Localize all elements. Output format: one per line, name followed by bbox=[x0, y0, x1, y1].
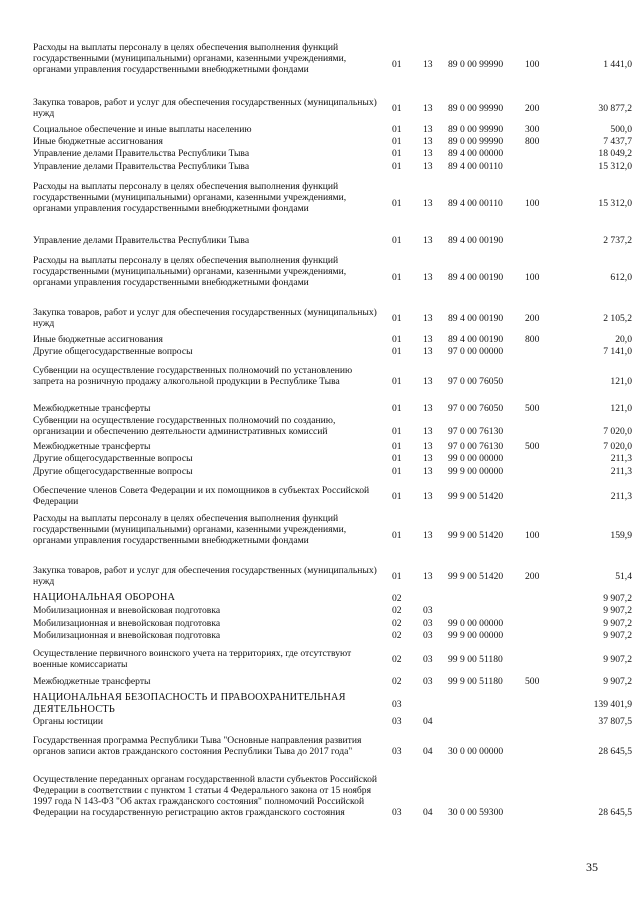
expense-type-code: 200 bbox=[525, 313, 540, 324]
section-code: 01 bbox=[392, 530, 402, 541]
target-article-code: 99 9 00 00000 bbox=[448, 630, 504, 641]
amount: 15 312,0 bbox=[598, 198, 632, 209]
section-code: 01 bbox=[392, 441, 402, 452]
amount: 2 737,2 bbox=[603, 235, 632, 246]
target-article-code: 97 0 00 76130 bbox=[448, 441, 504, 452]
target-article-code: 89 0 00 99990 bbox=[448, 103, 504, 114]
amount: 121,0 bbox=[610, 376, 632, 387]
target-article-code: 89 4 00 00110 bbox=[448, 198, 503, 209]
subsection-code: 03 bbox=[423, 630, 433, 641]
row-name: Закупка товаров, работ и услуг для обеспечения государственных (муниципальных) нужд bbox=[33, 307, 377, 329]
amount: 20,0 bbox=[615, 334, 632, 345]
table-row bbox=[0, 618, 640, 629]
row-name: Социальное обеспечение и иные выплаты населению bbox=[33, 124, 252, 135]
target-article-code: 97 0 00 76050 bbox=[448, 376, 504, 387]
subsection-code: 13 bbox=[423, 426, 433, 437]
subsection-code: 13 bbox=[423, 103, 433, 114]
section-code: 01 bbox=[392, 491, 402, 502]
subsection-code: 13 bbox=[423, 466, 433, 477]
table-row bbox=[0, 485, 640, 507]
subsection-code: 13 bbox=[423, 491, 433, 502]
subsection-code: 13 bbox=[423, 376, 433, 387]
section-code: 02 bbox=[392, 605, 402, 616]
row-name: Государственная программа Республики Тыва "Основные направления развития органов записи актов гражданского состояния Республики Тыва до 2017 года" bbox=[33, 735, 362, 757]
subsection-code: 13 bbox=[423, 334, 433, 345]
target-article-code: 89 4 00 00190 bbox=[448, 334, 504, 345]
table-row bbox=[0, 453, 640, 464]
section-code: 02 bbox=[392, 618, 402, 629]
section-code: 02 bbox=[392, 630, 402, 641]
subsection-code: 13 bbox=[423, 313, 433, 324]
target-article-code: 97 0 00 00000 bbox=[448, 346, 504, 357]
target-article-code: 99 9 00 51420 bbox=[448, 491, 504, 502]
subsection-code: 04 bbox=[423, 746, 433, 757]
amount: 18 049,2 bbox=[598, 148, 632, 159]
target-article-code: 97 0 00 76130 bbox=[448, 426, 504, 437]
target-article-code: 89 4 00 00110 bbox=[448, 161, 503, 172]
amount: 15 312,0 bbox=[598, 161, 632, 172]
amount: 7 141,0 bbox=[603, 346, 632, 357]
section-code: 01 bbox=[392, 453, 402, 464]
section-code: 01 bbox=[392, 466, 402, 477]
subsection-code: 13 bbox=[423, 403, 433, 414]
expense-type-code: 500 bbox=[525, 441, 540, 452]
row-name: Субвенции на осуществление государственных полномочий по установлению запрета на розничную продажу алкогольной продукции в Республике Тыва bbox=[33, 365, 353, 387]
row-name: Межбюджетные трансферты bbox=[33, 441, 151, 452]
row-name: Органы юстиции bbox=[33, 716, 104, 727]
amount: 121,0 bbox=[610, 403, 632, 414]
table-row bbox=[0, 774, 640, 851]
amount: 28 645,5 bbox=[598, 746, 632, 757]
subsection-code: 13 bbox=[423, 571, 433, 582]
target-article-code: 30 0 00 00000 bbox=[448, 746, 504, 757]
section-code: 03 bbox=[392, 699, 402, 710]
amount: 612,0 bbox=[610, 272, 632, 283]
subsection-code: 04 bbox=[423, 807, 433, 818]
subsection-code: 13 bbox=[423, 59, 433, 70]
target-article-code: 99 0 00 00000 bbox=[448, 618, 504, 629]
section-code: 02 bbox=[392, 593, 402, 604]
subsection-code: 13 bbox=[423, 124, 433, 135]
row-name: НАЦИОНАЛЬНАЯ БЕЗОПАСНОСТЬ И ПРАВООХРАНИТЕЛЬНАЯ ДЕЯТЕЛЬНОСТЬ bbox=[33, 692, 346, 715]
row-name: Управление делами Правительства Республики Тыва bbox=[33, 235, 250, 246]
row-name: Осуществление переданных органам государственной власти субъектов Российской Федерации в соответствии с пунктом 1 статьи 4 Федерального закона от 15 ноября 1997 года N 143-ФЗ "Об актах гражданского состояния" полномочий Российской Федерации на государственную регистрацию актов гражданского состояния bbox=[33, 774, 378, 818]
row-name: Мобилизационная и вневойсковая подготовка bbox=[33, 618, 221, 629]
expense-type-code: 100 bbox=[525, 530, 540, 541]
section-code: 01 bbox=[392, 198, 402, 209]
section-code: 02 bbox=[392, 676, 402, 687]
section-code: 01 bbox=[392, 103, 402, 114]
amount: 28 645,5 bbox=[598, 807, 632, 818]
amount: 211,3 bbox=[610, 453, 632, 464]
row-name: Межбюджетные трансферты bbox=[33, 403, 151, 414]
expense-type-code: 500 bbox=[525, 403, 540, 414]
row-name: Иные бюджетные ассигнования bbox=[33, 136, 163, 147]
amount: 211,3 bbox=[610, 491, 632, 502]
table-row bbox=[0, 630, 640, 641]
table-row bbox=[0, 365, 640, 398]
row-name: Расходы на выплаты персоналу в целях обеспечения выполнения функций государственными (муниципальными) органами, казенными учреждениями, органами управления государственными внебюджетными фондами bbox=[33, 513, 347, 546]
subsection-code: 13 bbox=[423, 198, 433, 209]
section-code: 03 bbox=[392, 716, 402, 727]
amount: 7 437,7 bbox=[603, 136, 632, 147]
table-row bbox=[0, 513, 640, 557]
subsection-code: 13 bbox=[423, 235, 433, 246]
table-row bbox=[0, 161, 640, 172]
section-code: 01 bbox=[392, 124, 402, 135]
amount: 9 907,2 bbox=[603, 605, 632, 616]
row-name: Закупка товаров, работ и услуг для обеспечения государственных (муниципальных) нужд bbox=[33, 97, 377, 119]
target-article-code: 89 4 00 00190 bbox=[448, 272, 504, 283]
section-code: 01 bbox=[392, 136, 402, 147]
amount: 37 807,5 bbox=[598, 716, 632, 727]
expense-type-code: 100 bbox=[525, 198, 540, 209]
row-name: Мобилизационная и вневойсковая подготовка bbox=[33, 605, 221, 616]
target-article-code: 89 0 00 99990 bbox=[448, 136, 504, 147]
target-article-code: 97 0 00 76050 bbox=[448, 403, 504, 414]
row-name: Расходы на выплаты персоналу в целях обеспечения выполнения функций государственными (муниципальными) органами, казенными учреждениями, органами управления государственными внебюджетными фондами bbox=[33, 181, 347, 214]
expense-type-code: 100 bbox=[525, 272, 540, 283]
amount: 7 020,0 bbox=[603, 441, 632, 452]
table-row bbox=[0, 605, 640, 616]
expense-type-code: 800 bbox=[525, 136, 540, 147]
table-row bbox=[0, 565, 640, 587]
section-code: 01 bbox=[392, 403, 402, 414]
row-name: Управление делами Правительства Республики Тыва bbox=[33, 161, 250, 172]
row-name: Другие общегосударственные вопросы bbox=[33, 453, 193, 464]
section-code: 01 bbox=[392, 376, 402, 387]
expense-type-code: 500 bbox=[525, 676, 540, 687]
row-name: Иные бюджетные ассигнования bbox=[33, 334, 163, 345]
target-article-code: 99 9 00 51180 bbox=[448, 654, 503, 665]
subsection-code: 13 bbox=[423, 530, 433, 541]
target-article-code: 99 9 00 51180 bbox=[448, 676, 503, 687]
subsection-code: 13 bbox=[423, 441, 433, 452]
subsection-code: 13 bbox=[423, 161, 433, 172]
expense-type-code: 100 bbox=[525, 59, 540, 70]
row-name: Другие общегосударственные вопросы bbox=[33, 346, 193, 357]
page-number: 35 bbox=[586, 860, 598, 874]
amount: 30 877,2 bbox=[598, 103, 632, 114]
table-row bbox=[0, 441, 640, 452]
target-article-code: 99 9 00 51420 bbox=[448, 530, 504, 541]
amount: 7 020,0 bbox=[603, 426, 632, 437]
target-article-code: 30 0 00 59300 bbox=[448, 807, 504, 818]
subsection-code: 03 bbox=[423, 676, 433, 687]
target-article-code: 99 0 00 00000 bbox=[448, 453, 504, 464]
table-row bbox=[0, 334, 640, 345]
target-article-code: 89 0 00 99990 bbox=[448, 59, 504, 70]
amount: 500,0 bbox=[610, 124, 632, 135]
table-row bbox=[0, 346, 640, 357]
amount: 9 907,2 bbox=[603, 630, 632, 641]
amount: 1 441,0 bbox=[603, 59, 632, 70]
table-row bbox=[0, 97, 640, 119]
subsection-code: 03 bbox=[423, 605, 433, 616]
section-code: 01 bbox=[392, 272, 402, 283]
row-name: Закупка товаров, работ и услуг для обеспечения государственных (муниципальных) нужд bbox=[33, 565, 377, 587]
row-name: Расходы на выплаты персоналу в целях обеспечения выполнения функций государственными (муниципальными) органами, казенными учреждениями, органами управления государственными внебюджетными фондами bbox=[33, 255, 347, 288]
expense-type-code: 300 bbox=[525, 124, 540, 135]
table-row bbox=[0, 676, 640, 687]
amount: 9 907,2 bbox=[603, 618, 632, 629]
section-code: 02 bbox=[392, 654, 402, 665]
section-code: 01 bbox=[392, 346, 402, 357]
row-name: Управление делами Правительства Республики Тыва bbox=[33, 148, 250, 159]
table-row bbox=[0, 716, 640, 727]
row-name: Обеспечение членов Совета Федерации и их помощников в субъектах Российской Федерации bbox=[33, 485, 370, 507]
row-name: НАЦИОНАЛЬНАЯ ОБОРОНА bbox=[33, 592, 176, 603]
section-code: 01 bbox=[392, 334, 402, 345]
subsection-code: 13 bbox=[423, 272, 433, 283]
amount: 211,3 bbox=[610, 466, 632, 477]
subsection-code: 03 bbox=[423, 618, 433, 629]
amount: 2 105,2 bbox=[603, 313, 632, 324]
target-article-code: 89 4 00 00190 bbox=[448, 235, 504, 246]
section-code: 01 bbox=[392, 148, 402, 159]
row-name: Межбюджетные трансферты bbox=[33, 676, 151, 687]
amount: 139 401,9 bbox=[593, 699, 632, 710]
table-row bbox=[0, 307, 640, 329]
table-row bbox=[0, 235, 640, 246]
row-name: Мобилизационная и вневойсковая подготовка bbox=[33, 630, 221, 641]
subsection-code: 04 bbox=[423, 716, 433, 727]
section-code: 01 bbox=[392, 313, 402, 324]
expense-type-code: 200 bbox=[525, 103, 540, 114]
row-name: Субвенции на осуществление государственных полномочий по созданию, организации и обеспечению деятельности административных комиссий bbox=[33, 415, 336, 437]
subsection-code: 13 bbox=[423, 148, 433, 159]
expense-type-code: 200 bbox=[525, 571, 540, 582]
target-article-code: 99 9 00 00000 bbox=[448, 466, 504, 477]
row-name: Расходы на выплаты персоналу в целях обеспечения выполнения функций государственными (муниципальными) органами, казенными учреждениями, органами управления государственными внебюджетными фондами bbox=[33, 42, 347, 75]
target-article-code: 89 4 00 00000 bbox=[448, 148, 504, 159]
table-row bbox=[0, 148, 640, 159]
section-code: 03 bbox=[392, 746, 402, 757]
table-row bbox=[0, 42, 640, 86]
amount: 9 907,2 bbox=[603, 654, 632, 665]
subsection-code: 13 bbox=[423, 346, 433, 357]
expense-type-code: 800 bbox=[525, 334, 540, 345]
subsection-code: 03 bbox=[423, 654, 433, 665]
target-article-code: 99 9 00 51420 bbox=[448, 571, 504, 582]
table-row bbox=[0, 648, 640, 670]
row-name: Осуществление первичного воинского учета на территориях, где отсутствуют военные комиссариаты bbox=[33, 648, 352, 670]
section-code: 01 bbox=[392, 161, 402, 172]
table-row bbox=[0, 136, 640, 147]
table-row bbox=[0, 403, 640, 414]
section-code: 01 bbox=[392, 426, 402, 437]
table-row bbox=[0, 466, 640, 477]
amount: 51,4 bbox=[615, 571, 632, 582]
amount: 159,9 bbox=[610, 530, 632, 541]
table-row bbox=[0, 592, 640, 604]
section-code: 01 bbox=[392, 59, 402, 70]
subsection-code: 13 bbox=[423, 136, 433, 147]
section-code: 01 bbox=[392, 235, 402, 246]
table-row bbox=[0, 181, 640, 225]
target-article-code: 89 4 00 00190 bbox=[448, 313, 504, 324]
section-code: 03 bbox=[392, 807, 402, 818]
table-row bbox=[0, 735, 640, 768]
amount: 9 907,2 bbox=[603, 676, 632, 687]
table-row bbox=[0, 124, 640, 135]
subsection-code: 13 bbox=[423, 453, 433, 464]
target-article-code: 89 0 00 99990 bbox=[448, 124, 504, 135]
row-name: Другие общегосударственные вопросы bbox=[33, 466, 193, 477]
amount: 9 907,2 bbox=[603, 593, 632, 604]
table-row bbox=[0, 255, 640, 299]
section-code: 01 bbox=[392, 571, 402, 582]
table-row bbox=[0, 692, 640, 716]
